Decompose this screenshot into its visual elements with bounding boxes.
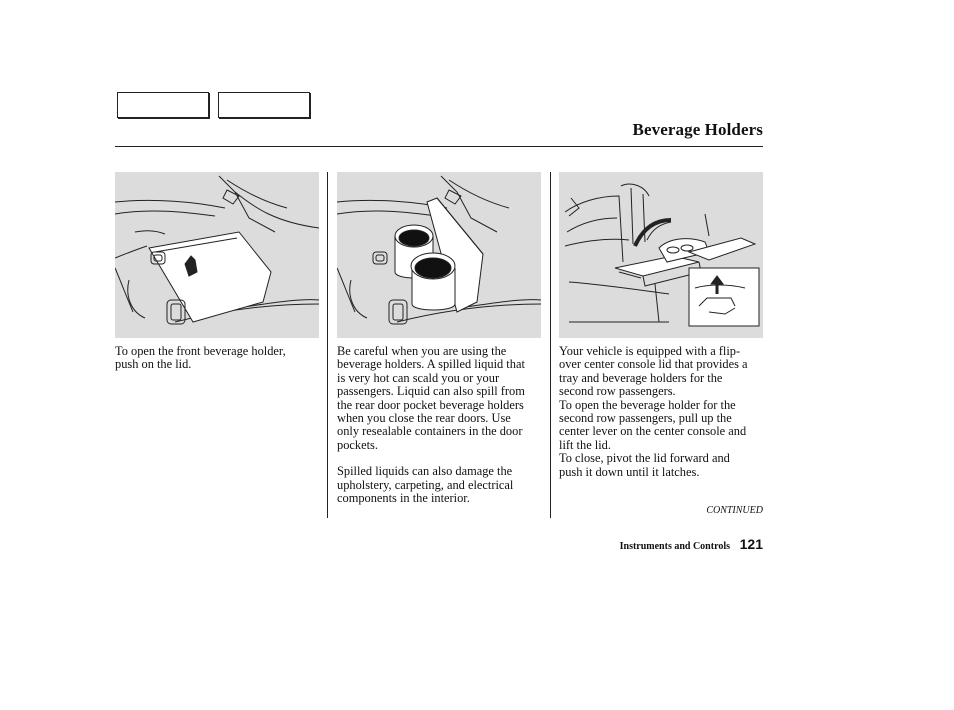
paragraph: To open the beverage holder for the second row passengers, pull up the center lever on the center console and lift the lid. bbox=[559, 397, 747, 452]
header-rule bbox=[115, 146, 763, 147]
front-beverage-holder-illustration bbox=[115, 172, 319, 338]
warning-paragraph: Be careful when you are using the beverage holders. A spilled liquid that is very hot can scald you or your passengers. Liquid can also spill from the rear door pocket beverage holders when you close the rear doors. Use only resealable containers in the door pockets. bbox=[337, 344, 525, 452]
text-column-1 bbox=[115, 345, 311, 372]
paragraph: Your vehicle is equipped with a flip-over center console lid that provides a tray and beverage holders for the second row passengers. bbox=[559, 344, 748, 399]
warning-paragraph: Spilled liquids can also damage the upholstery, carpeting, and electrical components in the interior. bbox=[337, 464, 514, 506]
center-console-illustration bbox=[559, 172, 763, 338]
page-title: Beverage Holders bbox=[632, 120, 763, 139]
nav-button-2[interactable] bbox=[218, 92, 310, 118]
paragraph: To open the front beverage holder, push on the lid. bbox=[115, 344, 286, 372]
continued-label: CONTINUED bbox=[706, 505, 763, 516]
page-number: 121 bbox=[739, 536, 763, 552]
paragraph: To close, pivot the lid forward and push it down until it latches. bbox=[559, 451, 730, 479]
door-cup-holder-illustration bbox=[337, 172, 541, 338]
section-name: Instruments and Controls bbox=[619, 541, 730, 552]
column-divider-1 bbox=[327, 172, 328, 518]
column-divider-2 bbox=[550, 172, 551, 518]
text-column-2 bbox=[337, 345, 533, 505]
text-column-3 bbox=[559, 345, 755, 479]
nav-button-1[interactable] bbox=[117, 92, 209, 118]
